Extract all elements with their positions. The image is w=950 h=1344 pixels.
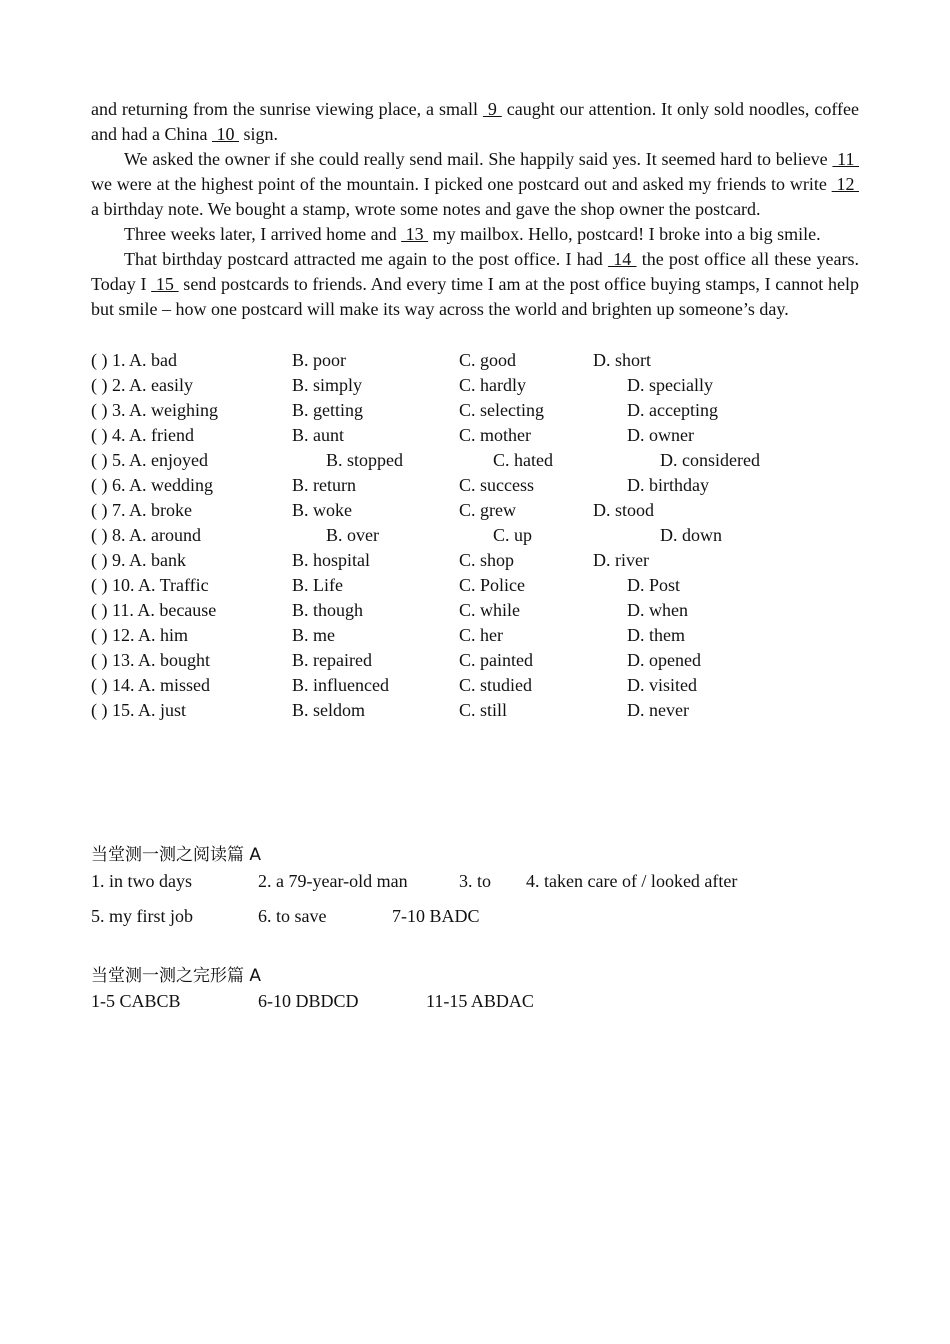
option-row [91, 373, 859, 398]
passage-paragraph-1 [91, 97, 859, 147]
option-a: ( ) 12. A. him [91, 625, 188, 645]
option-b: B. seldom [292, 700, 366, 720]
answer-item: 6. to save [258, 906, 327, 926]
text: Three weeks later, I arrived home and [124, 224, 402, 244]
option-d: D. birthday [627, 475, 709, 495]
option-row [91, 348, 859, 373]
option-row [91, 698, 859, 723]
option-c: C. Police [459, 575, 525, 595]
option-b: B. though [292, 600, 364, 620]
option-d: D. opened [627, 650, 701, 670]
option-a: ( ) 6. A. wedding [91, 475, 213, 495]
answer-item: 3. to [459, 871, 492, 891]
option-a: ( ) 15. A. just [91, 700, 187, 720]
option-row [91, 398, 859, 423]
worksheet-page [91, 97, 859, 723]
answer-item: 1. in two days [91, 871, 192, 891]
option-c: C. still [459, 700, 508, 720]
text: we were at the highest point of the mountain. I picked one postcard out and asked my friends to write [91, 174, 832, 194]
option-b: B. return [292, 475, 356, 495]
option-row [91, 598, 859, 623]
option-row [91, 648, 859, 673]
blank-14: 14 [607, 249, 637, 269]
option-d: D. stood [593, 500, 655, 520]
passage-paragraph-4 [91, 247, 859, 322]
text: send postcards to friends. And every time I am at the post office buying stamps, I cannot help but smile – how one postcard will make its way across the world and brighten up someone’s day. [91, 274, 859, 319]
option-b: B. Life [292, 575, 343, 595]
option-row [91, 448, 859, 473]
option-d: D. owner [627, 425, 694, 445]
option-a: ( ) 5. A. enjoyed [91, 450, 208, 470]
option-d: D. when [627, 600, 688, 620]
option-c: C. mother [459, 425, 531, 445]
answer-item: 7-10 BADC [392, 906, 480, 926]
answer-item: 5. my first job [91, 906, 193, 926]
option-row [91, 523, 859, 548]
passage-paragraph-3 [91, 222, 859, 247]
blank-9: 9 [482, 99, 502, 119]
option-row [91, 423, 859, 448]
option-d: D. short [593, 350, 651, 370]
text: We asked the owner if she could really send mail. She happily said yes. It seemed hard to believe [124, 149, 833, 169]
option-b: B. over [326, 525, 379, 545]
answer-item: 2. a 79-year-old man [258, 871, 408, 891]
answer-item: 11-15 ABDAC [426, 991, 534, 1011]
option-b: B. getting [292, 400, 363, 420]
option-d: D. never [627, 700, 689, 720]
reading-answers-line-2 [91, 904, 859, 929]
reading-answers-line-1 [91, 869, 859, 894]
option-d: D. river [593, 550, 649, 570]
option-d: D. considered [660, 450, 760, 470]
reading-answers-title: 当堂测一测之阅读篇 A [91, 845, 262, 865]
option-b: B. stopped [326, 450, 404, 470]
option-row [91, 548, 859, 573]
cloze-answers-line [91, 989, 859, 1014]
option-d: D. Post [627, 575, 681, 595]
option-d: D. accepting [627, 400, 718, 420]
option-c: C. hated [493, 450, 553, 470]
option-c: C. selecting [459, 400, 544, 420]
option-c: C. good [459, 350, 517, 370]
blank-15: 15 [151, 274, 179, 294]
option-b: B. woke [292, 500, 352, 520]
answer-item: 4. taken care of / looked after [526, 871, 738, 891]
option-c: C. up [493, 525, 533, 545]
option-a: ( ) 14. A. missed [91, 675, 210, 695]
options-list [91, 348, 859, 723]
option-a: ( ) 7. A. broke [91, 500, 192, 520]
option-c: C. grew [459, 500, 516, 520]
option-b: B. hospital [292, 550, 371, 570]
text: and returning from the sunrise viewing place, a small [91, 99, 483, 119]
option-a: ( ) 13. A. bought [91, 650, 210, 670]
answer-key [91, 843, 859, 1143]
blank-12: 12 [831, 174, 859, 194]
option-b: B. me [292, 625, 335, 645]
blank-13: 13 [401, 224, 429, 244]
option-a: ( ) 10. A. Traffic [91, 575, 209, 595]
blank-10: 10 [211, 124, 239, 144]
option-a: ( ) 2. A. easily [91, 375, 193, 395]
option-b: B. influenced [292, 675, 389, 695]
option-row [91, 573, 859, 598]
text: That birthday postcard attracted me again to the post office. I had [124, 249, 608, 269]
option-d: D. visited [627, 675, 697, 695]
option-c: C. her [459, 625, 503, 645]
option-d: D. down [660, 525, 722, 545]
option-c: C. shop [459, 550, 515, 570]
option-c: C. studied [459, 675, 533, 695]
option-a: ( ) 8. A. around [91, 525, 201, 545]
option-b: B. repaired [292, 650, 372, 670]
option-a: ( ) 4. A. friend [91, 425, 194, 445]
blank-11: 11 [832, 149, 859, 169]
option-a: ( ) 1. A. bad [91, 350, 177, 370]
option-d: D. them [627, 625, 685, 645]
option-b: B. simply [292, 375, 363, 395]
option-row [91, 623, 859, 648]
cloze-answers-title: 当堂测一测之完形篇 A [91, 966, 262, 986]
text: a birthday note. We bought a stamp, wrote some notes and gave the shop owner the postcard. [91, 199, 761, 219]
option-row [91, 673, 859, 698]
answer-item: 6-10 DBDCD [258, 991, 359, 1011]
passage-paragraph-2 [91, 147, 859, 222]
option-row [91, 498, 859, 523]
option-c: C. painted [459, 650, 533, 670]
text: caught our attention. It only sold noodles, coffee and had a China [91, 99, 859, 144]
option-a: ( ) 9. A. bank [91, 550, 186, 570]
option-d: D. specially [627, 375, 713, 395]
option-c: C. while [459, 600, 520, 620]
option-b: B. aunt [292, 425, 344, 445]
text: sign. [238, 124, 278, 144]
option-row [91, 473, 859, 498]
option-c: C. hardly [459, 375, 526, 395]
answer-item: 1-5 CABCB [91, 991, 181, 1011]
option-c: C. success [459, 475, 534, 495]
text: the post office all these years. Today I [91, 249, 860, 294]
option-a: ( ) 11. A. because [91, 600, 217, 620]
text: my mailbox. Hello, postcard! I broke into a big smile. [428, 224, 821, 244]
option-a: ( ) 3. A. weighing [91, 400, 218, 420]
option-b: B. poor [292, 350, 346, 370]
